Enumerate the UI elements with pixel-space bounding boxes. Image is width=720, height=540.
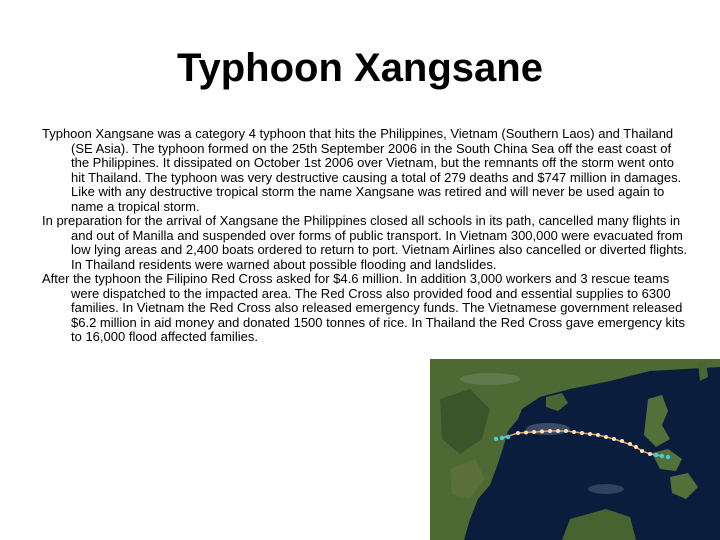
paragraph-aftermath: After the typhoon the Filipino Red Cross asked for $4.6 million. In addition 3,000 workers and 3 rescue teams were dispatched to the impacted area. The Red Cross also provided food and essential supplies to 6300 families. In Vietnam the Red Cross also released emergency funds. The Vietnamese government released $6.2 million in aid money and donated 1500 tonnes of rice. In Thailand the Red Cross gave emergency kits to 16,000 flood affected families. [42,271,686,344]
slide-title: Typhoon Xangsane [177,46,543,90]
satellite-map-image [430,359,720,540]
paragraph-overview: Typhoon Xangsane was a category 4 typhoon that hits the Philippines, Vietnam (Southern Laos) and Thailand (SE Asia). The typhoon formed on the 25th September 2006 in the South China Sea off the east coast of the Philippines. It dissipated on October 1st 2006 over Vietnam, but the remnants off the storm went onto hit Thailand. The typhoon was very destructive causing a total of 279 deaths and $747 million in damages. Like with any destructive tropical storm the name Xangsane was retired and will never be used again to name a tropical storm. [42,126,682,214]
paragraph-preparation: In preparation for the arrival of Xangsane the Philippines closed all schools in its path, cancelled many flights in and out of Manilla and suspended over forms of public transport. In Vietnam 300,000 were evacuated from low lying areas and 2,400 boats ordered to return to port. Vietnam Airlines also cancelled or diverted flights. In Thailand residents were warned about possible flooding and landslides. [42,213,688,272]
slide-body [42,127,688,345]
typhoon-track-map [430,359,720,540]
